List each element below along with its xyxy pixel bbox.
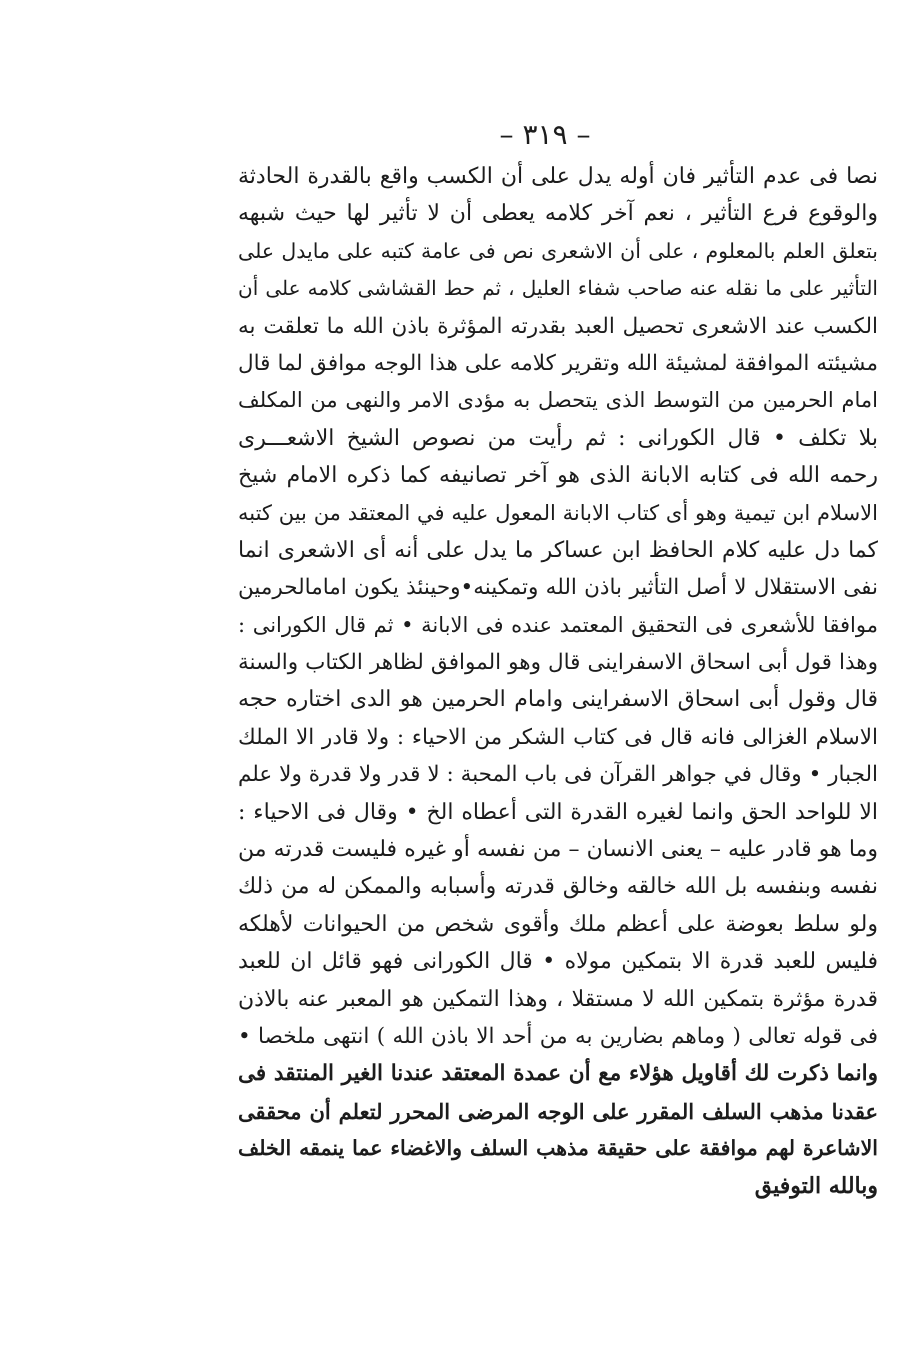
text-line: نفى الاستقلال لا أصل التأثير باذن الله وتمكينه•وحينئذ يكون امامالحرمين bbox=[238, 575, 878, 601]
text-line: موافقا للأشعرى فى التحقيق المعتمد عنده فى الابانة • ثم قال الكورانى : bbox=[238, 612, 878, 637]
text-line: قدرة مؤثرة بتمكين الله لا مستقلا ، وهذا التمكين هو المعبر عنه بالاذن bbox=[238, 986, 878, 1012]
text-line: وانما ذكرت لك أقاويل هؤلاء مع أن عمدة المعتقد عندنا الغير المنتقد فى bbox=[238, 1061, 878, 1087]
body-text bbox=[238, 158, 878, 1205]
text-line: الا للواحد الحق وانما لغيره القدرة التى أعطاه الخ • وقال فى الاحياء : bbox=[238, 799, 878, 825]
text-line: عقدنا مذهب السلف المقرر على الوجه المرضى المحرر لتعلم أن محققى bbox=[238, 1098, 878, 1124]
text-line: وما هو قادر عليه – يعنى الانسان – من نفسه أو غيره فليست قدرته من bbox=[238, 837, 878, 863]
text-line: نصا فى عدم التأثير فان أوله يدل على أن الكسب واقع بالقدرة الحادثة bbox=[238, 164, 878, 189]
text-line: بتعلق العلم بالمعلوم ، على أن الاشعرى نص فى عامة كتبه على مايدل على bbox=[238, 238, 878, 263]
text-line: الاسلام الغزالى فانه قال فى كتاب الشكر من الاحياء : ولا قادر الا الملك bbox=[238, 724, 878, 750]
text-line: ولو سلط بعوضة على أعظم ملك وأقوى شخص من الحيوانات لأهلكه bbox=[238, 911, 878, 937]
text-line: فى قوله تعالى ( وماهم بضارين به من أحد الا باذن الله ) انتهى ملخصا • bbox=[238, 1023, 878, 1049]
text-line: نفسه وبنفسه بل الله خالقه وخالق قدرته وأسبابه والممكن له من ذلك bbox=[238, 874, 878, 900]
text-line: الاسلام ابن تيمية وهو أى كتاب الابانة المعول عليه في المعتقد من بين كتبه bbox=[238, 500, 878, 525]
text-line: وبالله التوفيق bbox=[754, 1172, 878, 1199]
text-line: رحمه الله فى كتابه الابانة الذى هو آخر تصانيفه كما ذكره الامام شيخ bbox=[238, 463, 878, 489]
text-line: الاشاعرة لهم موافقة على حقيقة مذهب السلف والاغضاء عما ينمقه الخلف bbox=[238, 1136, 878, 1161]
text-line: الجبار • وقال في جواهر القرآن فى باب المحبة : لا قدر ولا قدرة ولا علم bbox=[238, 762, 878, 788]
text-line: فليس للعبد قدرة الا بتمكين مولاه • قال الكورانى فهو قائل ان للعبد bbox=[238, 949, 878, 975]
text-line: والوقوع فرع التأثير ، نعم آخر كلامه يعطى أن لا تأثير لها حيث شبهه bbox=[238, 201, 878, 227]
text-line: الكسب عند الاشعرى تحصيل العبد بقدرته المؤثرة باذن الله ما تعلقت به bbox=[238, 313, 878, 339]
text-line: وهذا قول أبى اسحاق الاسفراينى قال وهو الموافق لظاهر الكتاب والسنة bbox=[238, 650, 878, 676]
text-line: مشيئته الموافقة لمشيئة الله وتقرير كلامه على هذا الوجه موافق لما قال bbox=[238, 350, 878, 376]
page-number: – ٣١٩ – bbox=[499, 118, 591, 151]
text-line: التأثير على ما نقله عنه صاحب شفاء العليل ، ثم حط القشاشى كلامه على أن bbox=[238, 276, 878, 301]
text-line: قال وقول أبى اسحاق الاسفراينى وامام الحرمين هو الدى اختاره حجه bbox=[238, 687, 878, 713]
text-line: امام الحرمين من التوسط الذى يتحصل به مؤدى الامر والنهى من المكلف bbox=[238, 388, 878, 413]
text-line: كما دل عليه كلام الحافظ ابن عساكر ما يدل على أنه أى الاشعرى انما bbox=[238, 537, 878, 563]
text-line: بلا تكلف • قال الكورانى : ثم رأيت من نصوص الشيخ الاشعـــرى bbox=[238, 425, 878, 451]
